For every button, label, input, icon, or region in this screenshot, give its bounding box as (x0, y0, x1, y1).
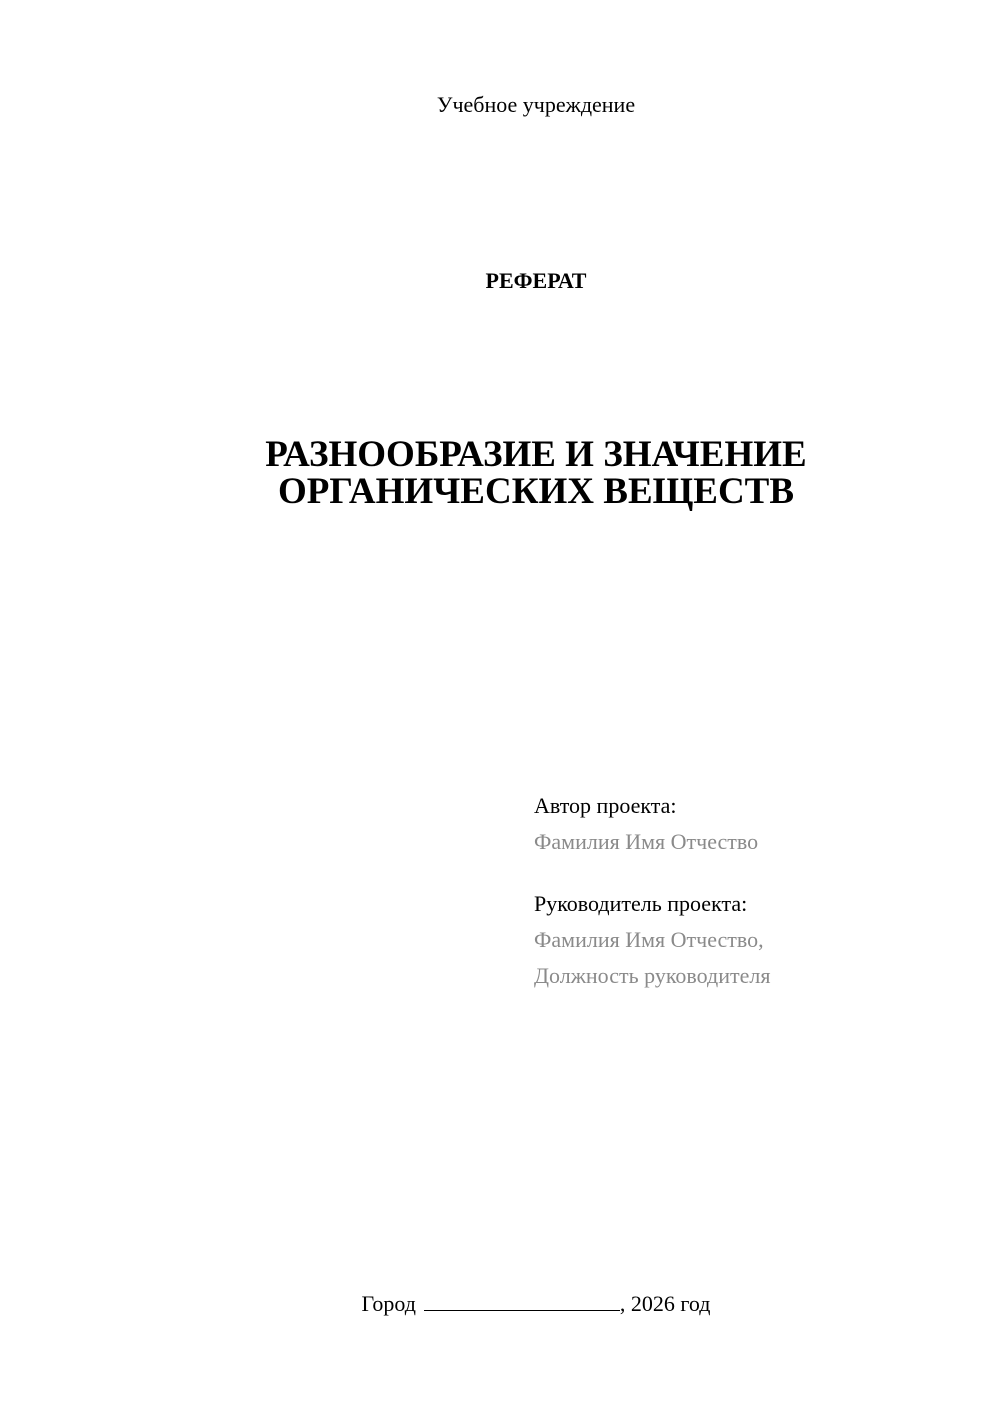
author-name-placeholder: Фамилия Имя Отчество (534, 829, 759, 854)
supervisor-label: Руководитель проекта: (534, 891, 748, 916)
city-label: Город (361, 1291, 416, 1316)
topic-title-line-1: РАЗНООБРАЗИЕ И ЗНАЧЕНИЕ (265, 434, 807, 475)
topic-title-line-2: ОРГАНИЧЕСКИХ ВЕЩЕСТВ (277, 471, 795, 512)
supervisor-position-placeholder: Должность руководителя (534, 963, 771, 988)
info-spacer (534, 860, 770, 886)
project-info-block (534, 788, 770, 994)
document-type: РЕФЕРАТ (485, 268, 587, 293)
supervisor-name-placeholder: Фамилия Имя Отчество, (534, 927, 764, 952)
city-blank-line (424, 1290, 620, 1311)
year-text: , 2026 год (619, 1291, 711, 1316)
topic-title (0, 436, 1000, 510)
institution-name: Учебное учреждение (436, 92, 636, 117)
city-year-line (0, 1290, 1000, 1317)
author-label: Автор проекта: (534, 793, 677, 818)
